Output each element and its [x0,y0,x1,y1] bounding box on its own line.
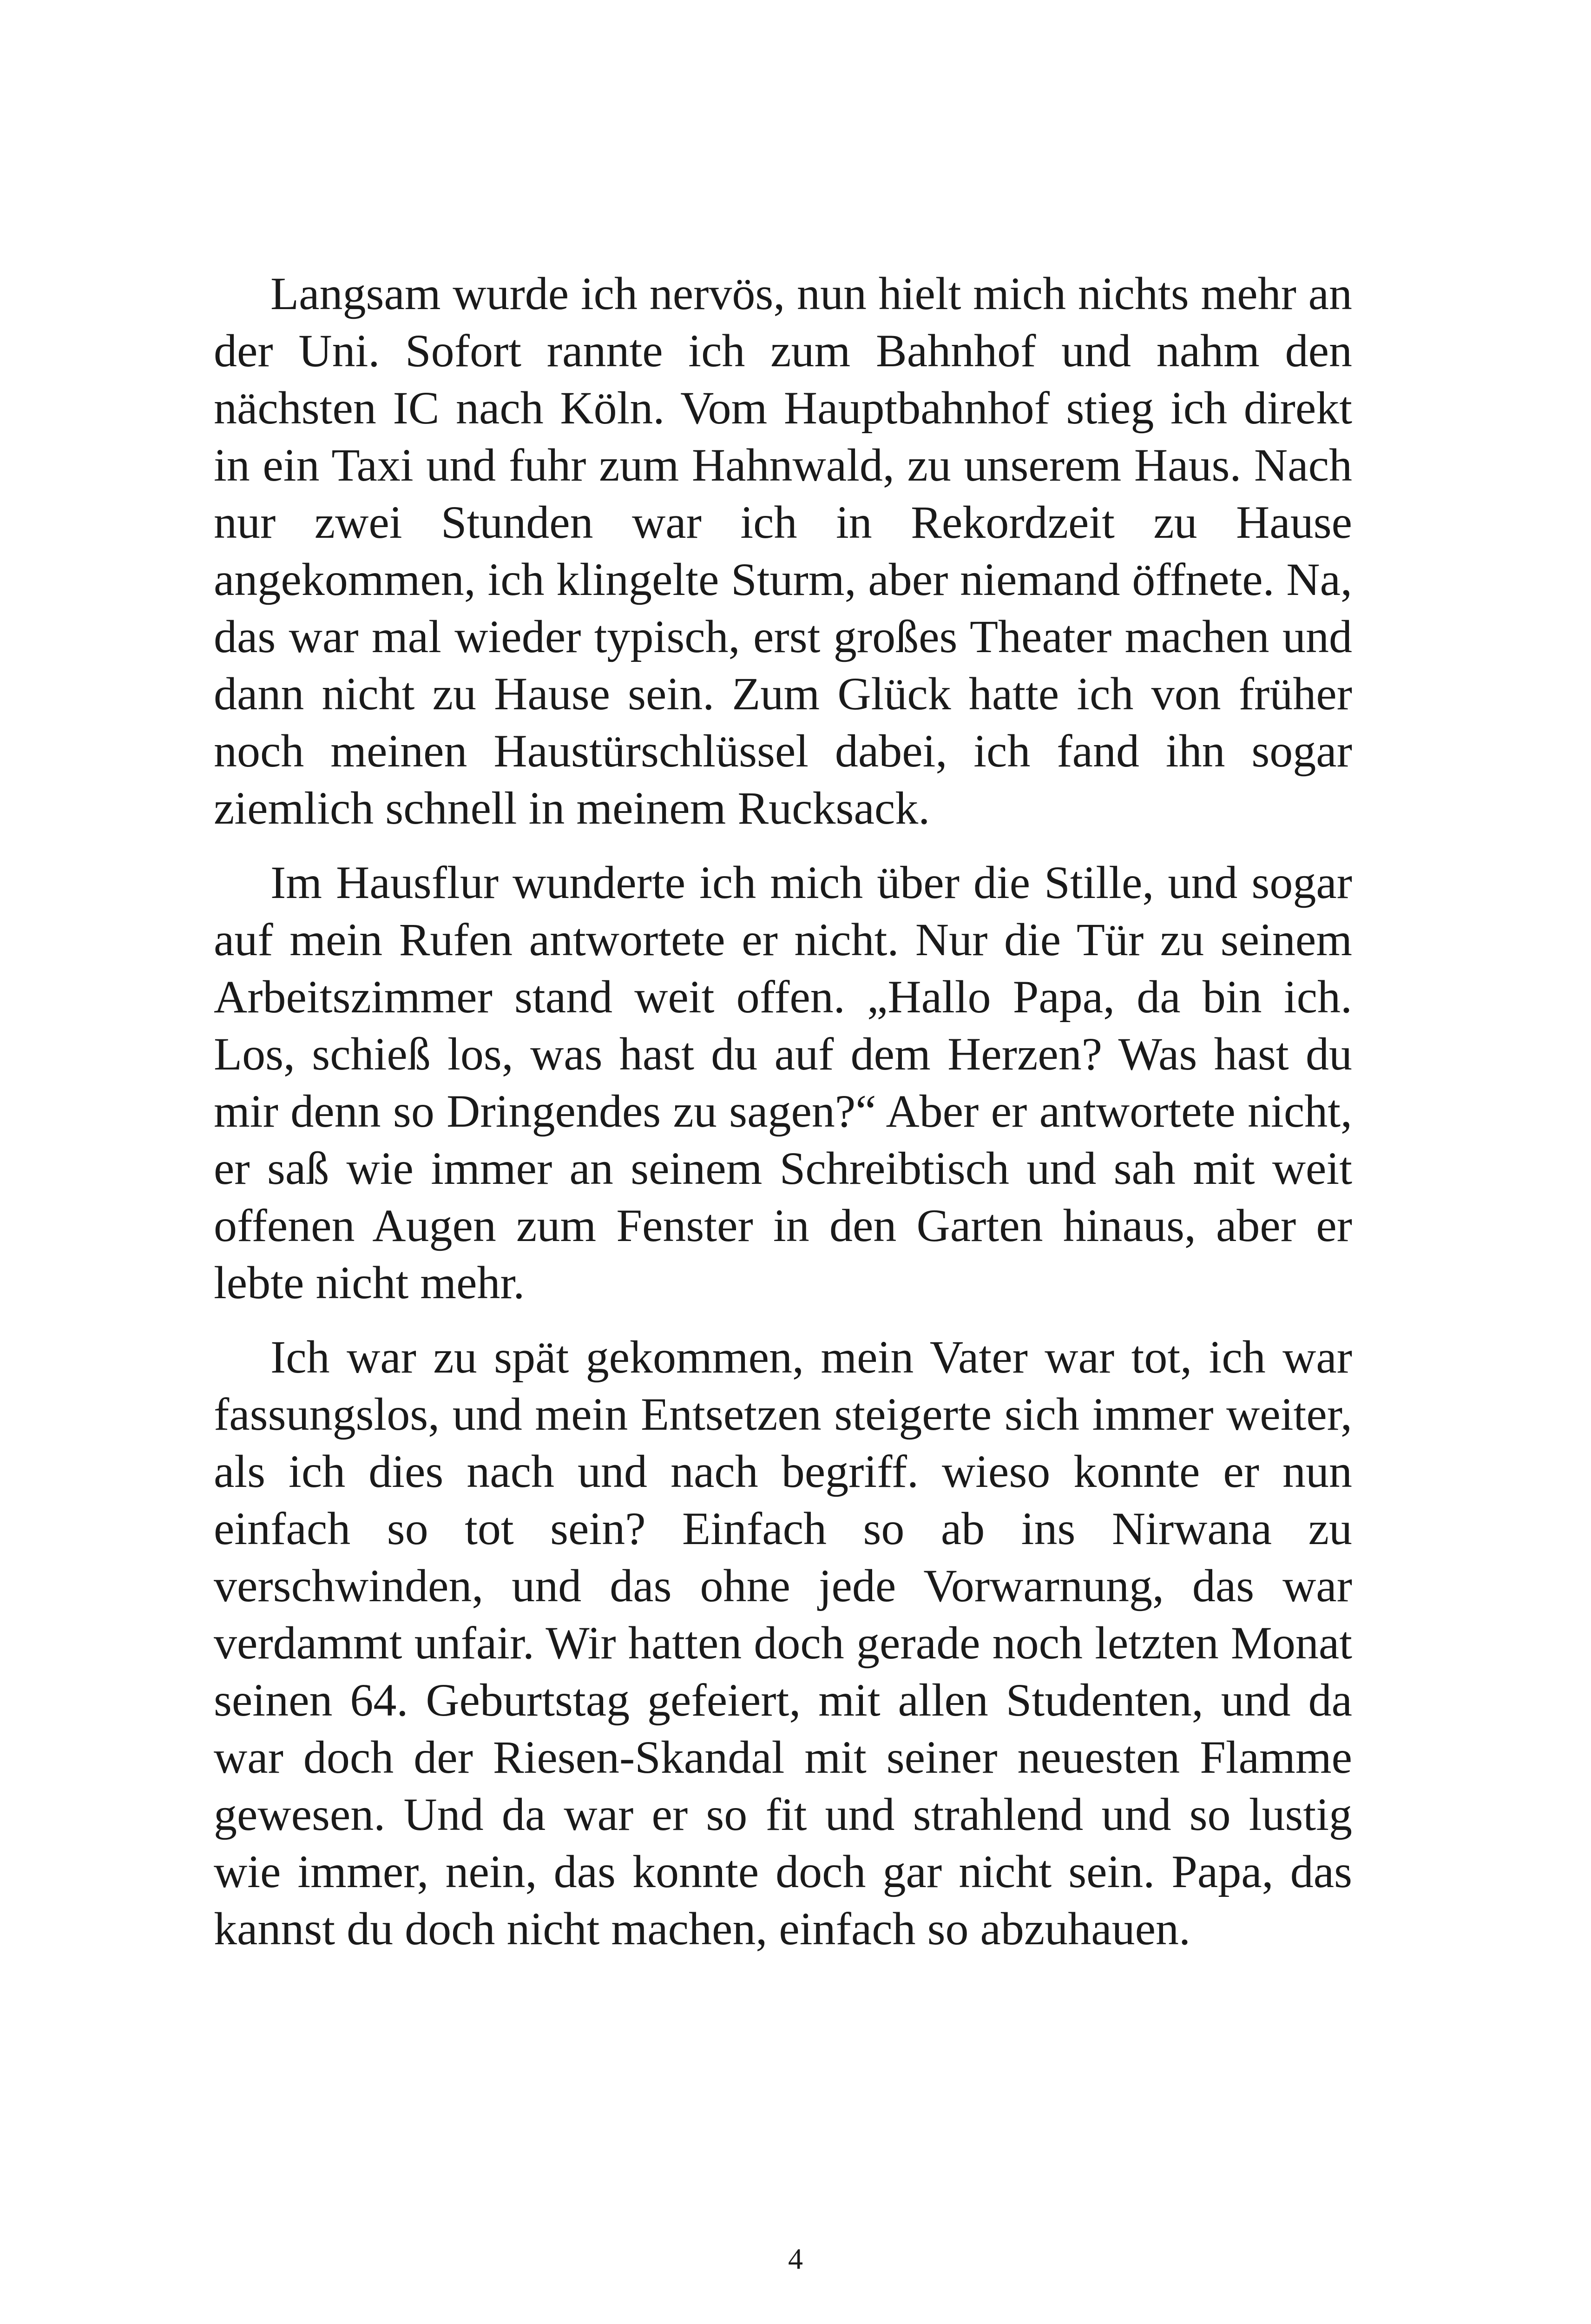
paragraph: Im Hausflur wunderte ich mich über die Stille, und sogar auf mein Rufen antwortete er nicht. Nur die Tür zu seinem Arbeitszimmer stand weit offen. „Hallo Papa, da bin ich. Los, schieß los, was hast du auf dem Herzen? Was hast du mir denn so Dringendes zu sagen?“ Aber er antwortete nicht, er saß wie immer an seinem Schreibtisch und sah mit weit offenen Augen zum Fenster in den Garten hinaus, aber er lebte nicht mehr. [214,857,1352,1308]
page-number: 4 [788,2242,803,2275]
paragraph: Langsam wurde ich nervös, nun hielt mich nichts mehr an der Uni. Sofort rannte ich zum Bahnhof und nahm den nächsten IC nach Köln. Vom Hauptbahnhof stieg ich direkt in ein Taxi und fuhr zum Hahnwald, zu unserem Haus. Nach nur zwei Stunden war ich in Rekordzeit zu Hause angekommen, ich klingelte Sturm, aber niemand öffnete. Na, das war mal wieder typisch, erst großes Theater machen und dann nicht zu Hause sein. Zum Glück hatte ich von früher noch meinen Haustürschlüssel dabei, ich fand ihn sogar ziemlich schnell in meinem Rucksack. [214,268,1352,834]
paragraph: Ich war zu spät gekommen, mein Vater war tot, ich war fassungslos, und mein Entsetzen steigerte sich immer weiter, als ich dies nach und nach begriff. wieso konnte er nun einfach so tot sein? Einfach so ab ins Nirwana zu verschwinden, und das ohne jede Vorwarnung, das war verdammt unfair. Wir hatten doch gerade noch letzten Monat seinen 64. Geburtstag gefeiert, mit allen Studenten, und da war doch der Riesen-Skandal mit seiner neuesten Flamme gewesen. Und da war er so fit und strahlend und so lustig wie immer, nein, das konnte doch gar nicht sein. Papa, das kannst du doch nicht machen, einfach so abzuhauen. [214,1331,1352,1954]
body-text [214,265,1352,1974]
